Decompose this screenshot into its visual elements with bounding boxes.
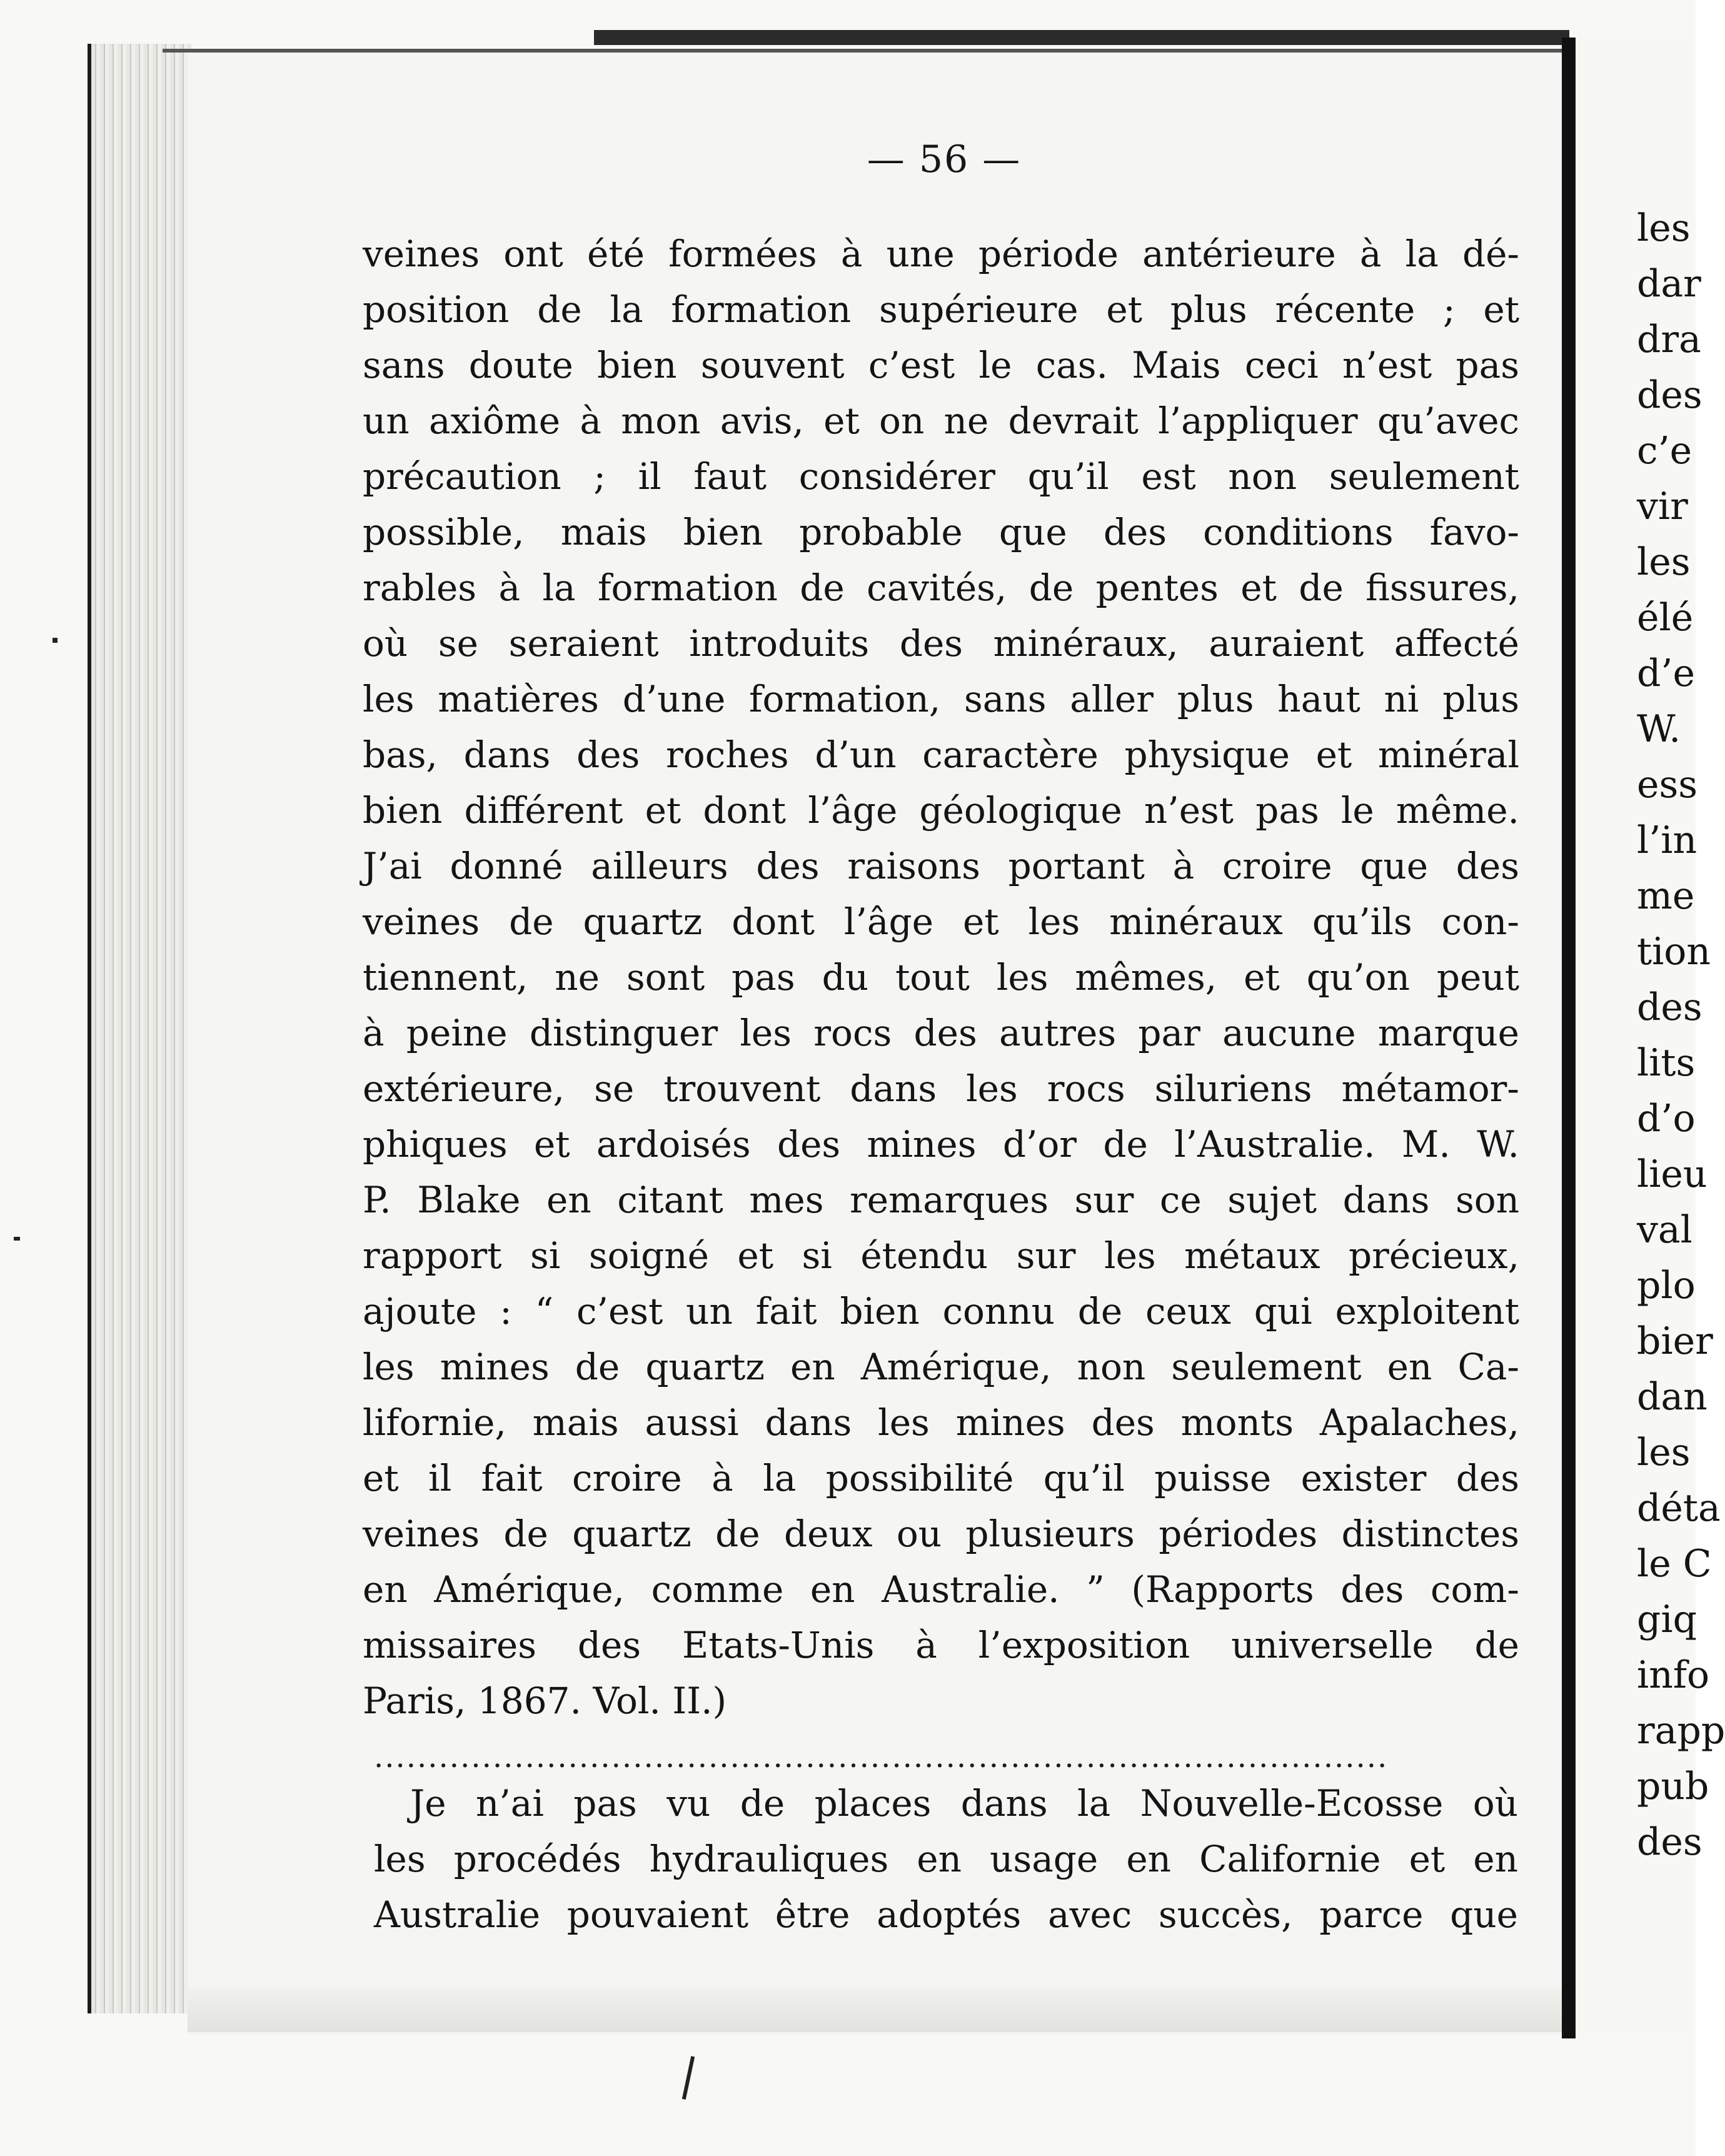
right-page-text-fragment: les xyxy=(1637,1431,1691,1474)
text-line: à peine distinguer les rocs des autres par aucune marque xyxy=(363,1012,1519,1054)
text-line: les mines de quartz en Amérique, non seulement en Ca- xyxy=(363,1346,1519,1388)
scan-speck xyxy=(682,2056,695,2100)
paragraph-1 xyxy=(363,226,1519,1729)
text-line: lifornie, mais aussi dans les mines des monts Apalaches, xyxy=(363,1401,1519,1444)
book-page-edges xyxy=(88,44,191,2013)
right-page-text-fragment: dar xyxy=(1637,262,1701,306)
text-line: tiennent, ne sont pas du tout les mêmes, et qu’on peut xyxy=(363,956,1519,999)
text-line: Paris, 1867. Vol. II.) xyxy=(363,1680,727,1722)
right-page-text-fragment: l’in xyxy=(1637,819,1697,862)
right-page-text-fragment: lits xyxy=(1637,1041,1696,1085)
text-line: précaution ; il faut considérer qu’il est non seulement xyxy=(363,455,1519,498)
separator-dots: .............................................................................................. xyxy=(374,1740,1389,1775)
text-line: et il fait croire à la possibilité qu’il puisse exister des xyxy=(363,1457,1519,1499)
scan-speck xyxy=(14,1237,20,1241)
text-line: J’ai donné ailleurs des raisons portant à croire que des xyxy=(363,845,1519,887)
text-line: veines de quartz dont l’âge et les minéraux qu’ils con- xyxy=(363,900,1519,943)
text-line: missaires des Etats-Unis à l’exposition universelle de xyxy=(363,1624,1519,1666)
right-page-text-fragment: giq xyxy=(1637,1598,1697,1641)
right-page-text-fragment: W. xyxy=(1637,707,1681,751)
right-page-text-fragment: plo xyxy=(1637,1264,1696,1307)
right-page-text-fragment: bier xyxy=(1637,1319,1713,1363)
text-line: possible, mais bien probable que des conditions favo- xyxy=(363,511,1519,553)
text-line: rapport si soigné et si étendu sur les métaux précieux, xyxy=(363,1234,1519,1277)
right-page-text-fragment: les xyxy=(1637,540,1691,584)
paragraph-2 xyxy=(374,1776,1518,1943)
text-line: rables à la formation de cavités, de pentes et de fissures, xyxy=(363,567,1519,609)
right-page-text-fragment: rapp xyxy=(1637,1709,1725,1753)
right-page-text-fragment: les xyxy=(1637,206,1691,250)
right-page-text-fragment: tion xyxy=(1637,930,1711,974)
text-line: les procédés hydrauliques en usage en Californie et en xyxy=(374,1838,1518,1880)
right-page-text-fragment: val xyxy=(1637,1208,1692,1252)
text-line: veines ont été formées à une période antérieure à la dé- xyxy=(363,233,1519,275)
right-page-text-fragment: le C xyxy=(1637,1542,1712,1586)
right-page-text-fragment: ess xyxy=(1637,763,1698,807)
right-page-text-fragment: vir xyxy=(1637,485,1688,528)
text-line: extérieure, se trouvent dans les rocs siluriens métamor- xyxy=(363,1067,1519,1110)
right-page-text-fragment: des xyxy=(1637,985,1702,1029)
right-page-text-fragment: lieu xyxy=(1637,1152,1707,1196)
right-page-text-fragment: des xyxy=(1637,1820,1702,1864)
text-line: où se seraient introduits des minéraux, auraient affecté xyxy=(363,622,1519,665)
text-line: un axiôme à mon avis, et on ne devrait l’appliquer qu’avec xyxy=(363,400,1519,442)
right-page-text-fragment: élé xyxy=(1637,596,1694,640)
right-page-text-fragment: d’o xyxy=(1637,1097,1696,1141)
right-page-text-fragment: d’e xyxy=(1637,652,1695,695)
right-page-text-fragment: info xyxy=(1637,1653,1710,1697)
text-line: les matières d’une formation, sans aller plus haut ni plus xyxy=(363,678,1519,720)
scan-top-border xyxy=(594,30,1569,45)
right-page-text-fragment: déta xyxy=(1637,1486,1721,1530)
text-line: ajoute : “ c’est un fait bien connu de ceux qui exploitent xyxy=(363,1290,1519,1332)
left-page-bottom-edge xyxy=(188,1988,1563,2032)
text-line: Australie pouvaient être adoptés avec succès, parce que xyxy=(374,1893,1518,1936)
text-line: Je n’ai pas vu de places dans la Nouvelle-Ecosse où xyxy=(410,1782,1518,1825)
right-page-text-fragment: dan xyxy=(1637,1375,1707,1419)
text-line: sans doute bien souvent c’est le cas. Mais ceci n’est pas xyxy=(363,344,1519,386)
scan-speck xyxy=(53,638,58,643)
page-number: — 56 — xyxy=(867,138,1022,181)
text-line: en Amérique, comme en Australie. ” (Rapports des com- xyxy=(363,1568,1519,1611)
right-page-text-fragment: c’e xyxy=(1637,429,1692,473)
text-line: P. Blake en citant mes remarques sur ce sujet dans son xyxy=(363,1179,1519,1221)
right-page-text-fragment: des xyxy=(1637,373,1702,417)
text-line: bien différent et dont l’âge géologique n’est pas le même. xyxy=(363,789,1519,832)
text-line: phiques et ardoisés des mines d’or de l’Australie. M. W. xyxy=(363,1123,1519,1166)
right-page-text-fragment: dra xyxy=(1637,318,1701,361)
right-page-text-fragment: me xyxy=(1637,874,1695,918)
right-page-text-fragment: pub xyxy=(1637,1765,1709,1808)
text-line: position de la formation supérieure et plus récente ; et xyxy=(363,288,1519,331)
text-line: veines de quartz de deux ou plusieurs périodes distinctes xyxy=(363,1513,1519,1555)
book-gutter xyxy=(1562,38,1576,2038)
right-page xyxy=(1576,38,1725,2038)
text-line: bas, dans des roches d’un caractère physique et minéral xyxy=(363,733,1519,776)
